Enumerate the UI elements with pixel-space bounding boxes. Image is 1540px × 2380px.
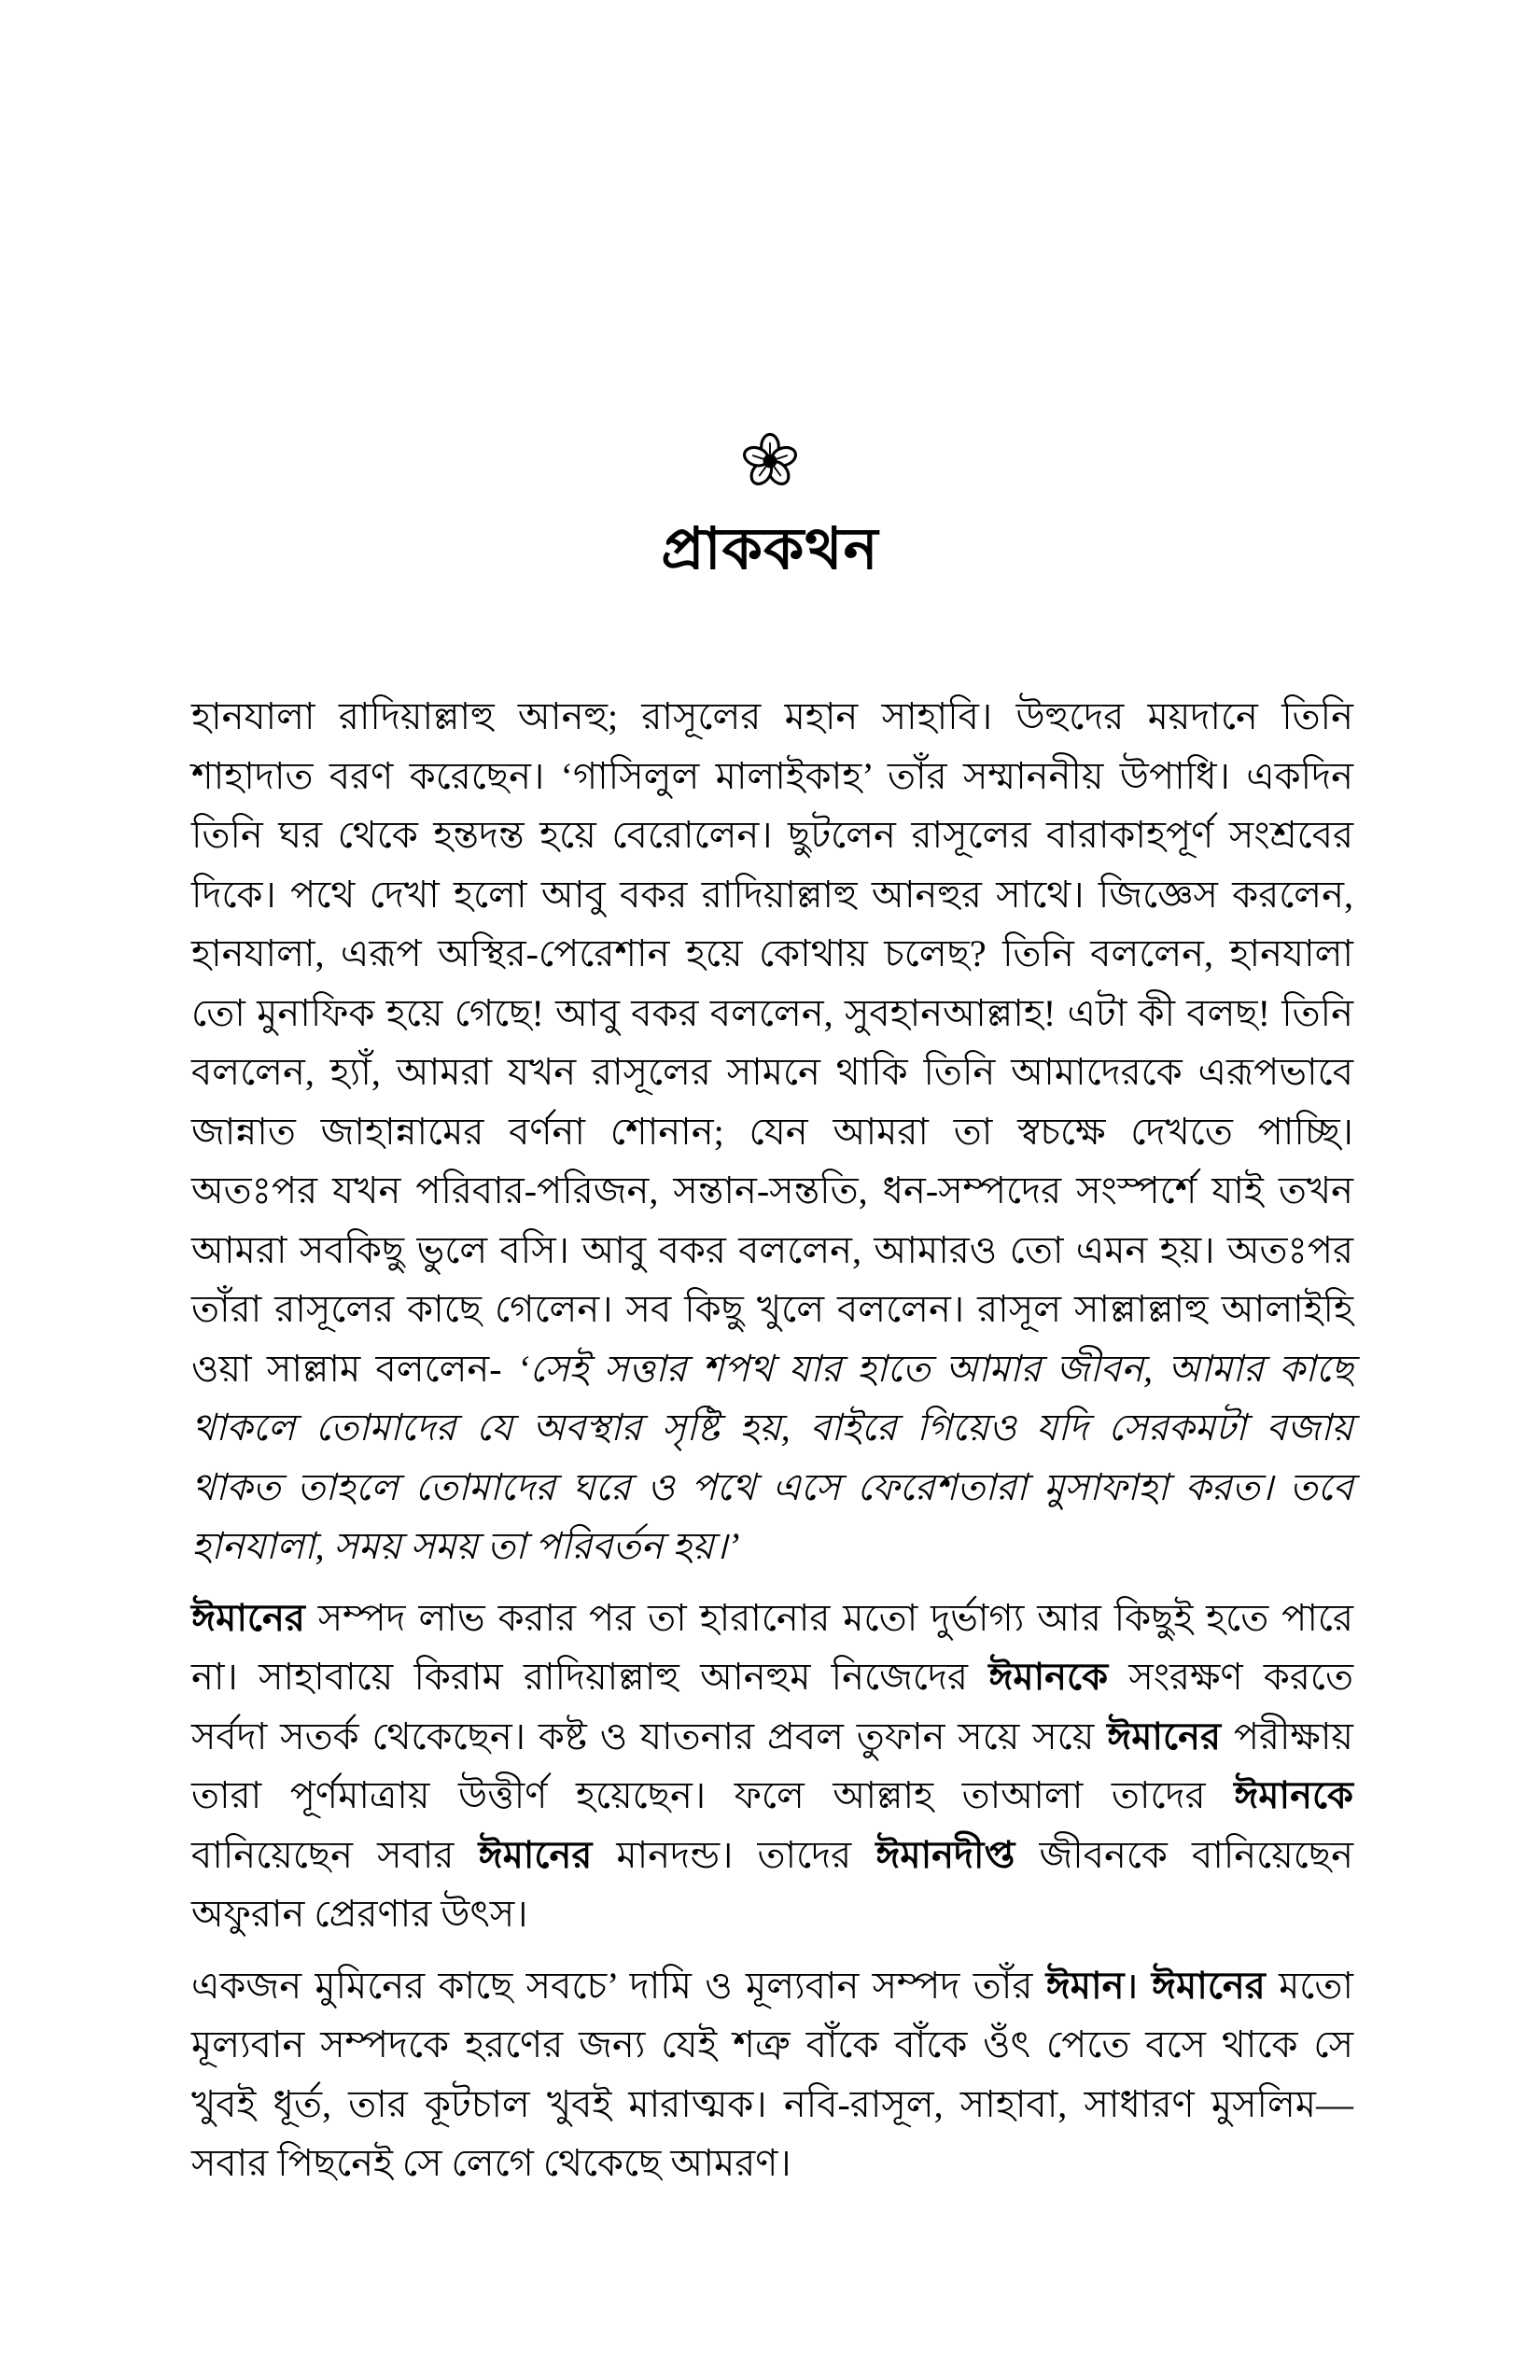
text-run: জান্নাত জাহান্নামের বর্ণনা শোনান; যেন আমরা তা স্বচক্ষে দেখতে পাচ্ছি।: [191, 1110, 1353, 1153]
text-run: মানদন্ড। তাদের: [592, 1833, 876, 1876]
text-run: থাকত তাহলে তোমাদের ঘরে ও পথে এসে ফেরেশতারা মুসাফাহা করত। তবে: [191, 1465, 1353, 1508]
text-line: [191, 1707, 1353, 1767]
text-run: ।: [1124, 1964, 1152, 2007]
text-line: [191, 2134, 1353, 2193]
text-run: ঈমানের: [1151, 1964, 1266, 2007]
text-run: খুবই ধূর্ত, তার কূটচাল খুবই মারাত্মক। নবি-রাসূল, সাহাবা, সাধারণ মুসলিম—: [191, 2082, 1353, 2125]
text-run: অতঃপর যখন পরিবার-পরিজন, সন্তান-সন্ততি, ধন-সম্পদের সংস্পর্শে যাই তখন: [191, 1169, 1353, 1211]
text-line: [191, 1221, 1353, 1281]
text-line: [191, 1647, 1353, 1707]
text-run: ঈমানকে: [1234, 1774, 1353, 1816]
text-run: দিকে। পথে দেখা হলো আবু বকর রাদিয়াল্লাহু আনহুর সাথে। জিজ্ঞেস করলেন,: [191, 873, 1353, 916]
text-run: তিনি ঘর থেকে হন্তদন্ত হয়ে বেরোলেন। ছুটলেন রাসূলের বারাকাহপূর্ণ সংশ্রবের: [191, 814, 1353, 856]
text-run: মূল্যবান সম্পদকে হরণের জন্য যেই শত্রু বাঁকে বাঁকে ওঁৎ পেতে বসে থাকে সে: [191, 2023, 1353, 2065]
text-line: [191, 1956, 1353, 2016]
text-line: [191, 2075, 1353, 2135]
text-line: [191, 1458, 1353, 1518]
page-title: প্রাককথন: [661, 518, 879, 581]
text-line: [191, 2015, 1353, 2075]
paragraph: [191, 1956, 1353, 2193]
text-run: শাহাদাত বরণ করেছেন। ‘গাসিলুল মালাইকাহ’ তাঁর সম্মাননীয় উপাধি। একদিন: [191, 754, 1353, 797]
text-run: হানযালা রাদিয়াল্লাহু আনহু; রাসূলের মহান সাহাবি। উহুদের ময়দানে তিনি: [191, 695, 1353, 737]
text-run: ‘সেই সত্তার শপথ যার হাতে আমার জীবন, আমার কাছে: [516, 1347, 1354, 1390]
text-line: [191, 924, 1353, 984]
text-line: [191, 1517, 1353, 1576]
text-run: একজন মুমিনের কাছে সবচে’ দামি ও মূল্যবান সম্পদ তাঁর: [191, 1964, 1046, 2007]
text-run: ঈমানের: [1107, 1715, 1221, 1757]
text-run: অফুরান প্রেরণার উৎস।: [191, 1893, 528, 1935]
text-line: [191, 1589, 1353, 1648]
text-run: ঈমানের: [478, 1833, 593, 1876]
text-run: ওয়া সাল্লাম বললেন-: [191, 1347, 517, 1390]
flower-ornament-icon: [0, 431, 1540, 491]
text-run: সর্বদা সতর্ক থেকেছেন। কষ্ট ও যাতনার প্রবল তুফান সয়ে সয়ে: [191, 1715, 1108, 1757]
text-run: ঈমানের: [191, 1596, 305, 1639]
text-run: বানিয়েছেন সবার: [191, 1833, 479, 1876]
text-line: [191, 984, 1353, 1043]
text-run: তারা পূর্ণমাত্রায় উত্তীর্ণ হয়েছেন। ফলে আল্লাহ তাআলা তাদের: [191, 1774, 1235, 1816]
text-run: ঈমানকে: [988, 1656, 1109, 1698]
text-line: [191, 1884, 1353, 1944]
text-line: [191, 865, 1353, 925]
text-line: [191, 805, 1353, 865]
text-run: ঈমানদীপ্ত: [875, 1833, 1015, 1876]
text-run: সম্পদ লাভ করার পর তা হারানোর মতো দুর্ভাগ্য আর কিছুই হতে পারে: [304, 1596, 1353, 1639]
text-run: জীবনকে বানিয়েছেন: [1015, 1833, 1353, 1876]
text-line: [191, 1339, 1353, 1399]
text-run: ঈমান: [1045, 1964, 1125, 2007]
text-line: [191, 747, 1353, 806]
text-line: [191, 687, 1353, 747]
text-run: থাকলে তোমাদের যে অবস্থার সৃষ্টি হয়, বাইরে গিয়েও যদি সেরকমটা বজায়: [191, 1407, 1353, 1449]
text-run: তাঁরা রাসূলের কাছে গেলেন। সব কিছু খুলে বললেন। রাসূল সাল্লাল্লাহু আলাইহি: [191, 1288, 1353, 1330]
text-run: আমরা সবকিছু ভুলে বসি। আবু বকর বললেন, আমারও তো এমন হয়। অতঃপর: [191, 1228, 1353, 1271]
text-line: [191, 1280, 1353, 1339]
text-line: [191, 1766, 1353, 1826]
text-run: হানযালা, সময় সময় তা পরিবর্তন হয়।’: [191, 1525, 740, 1567]
text-line: [191, 1398, 1353, 1458]
text-line: [191, 1102, 1353, 1162]
text-line: [191, 1161, 1353, 1221]
text-run: হানযালা, এরূপ অস্থির-পেরেশান হয়ে কোথায় চলেছ? তিনি বললেন, হানযালা: [191, 932, 1353, 974]
text-run: সবার পিছনেই সে লেগে থেকেছে আমরণ।: [191, 2142, 791, 2184]
text-line: [191, 1043, 1353, 1102]
text-run: পরীক্ষায়: [1220, 1715, 1353, 1757]
text-run: বললেন, হ্যাঁ, আমরা যখন রাসূলের সামনে থাকি তিনি আমাদেরকে এরূপভাবে: [191, 1051, 1353, 1093]
text-run: না। সাহাবায়ে কিরাম রাদিয়াল্লাহু আনহুম নিজেদের: [191, 1656, 989, 1698]
text-run: তো মুনাফিক হয়ে গেছে! আবু বকর বললেন, সুবহানআল্লাহ! এটা কী বলছ! তিনি: [191, 991, 1353, 1034]
text-run: মতো: [1265, 1964, 1353, 2007]
paragraph: [191, 1589, 1353, 1944]
text-run: সংরক্ষণ করতে: [1108, 1656, 1353, 1698]
paragraph: [191, 687, 1353, 1576]
text-line: [191, 1826, 1353, 1885]
body-paragraphs: [191, 687, 1353, 2193]
